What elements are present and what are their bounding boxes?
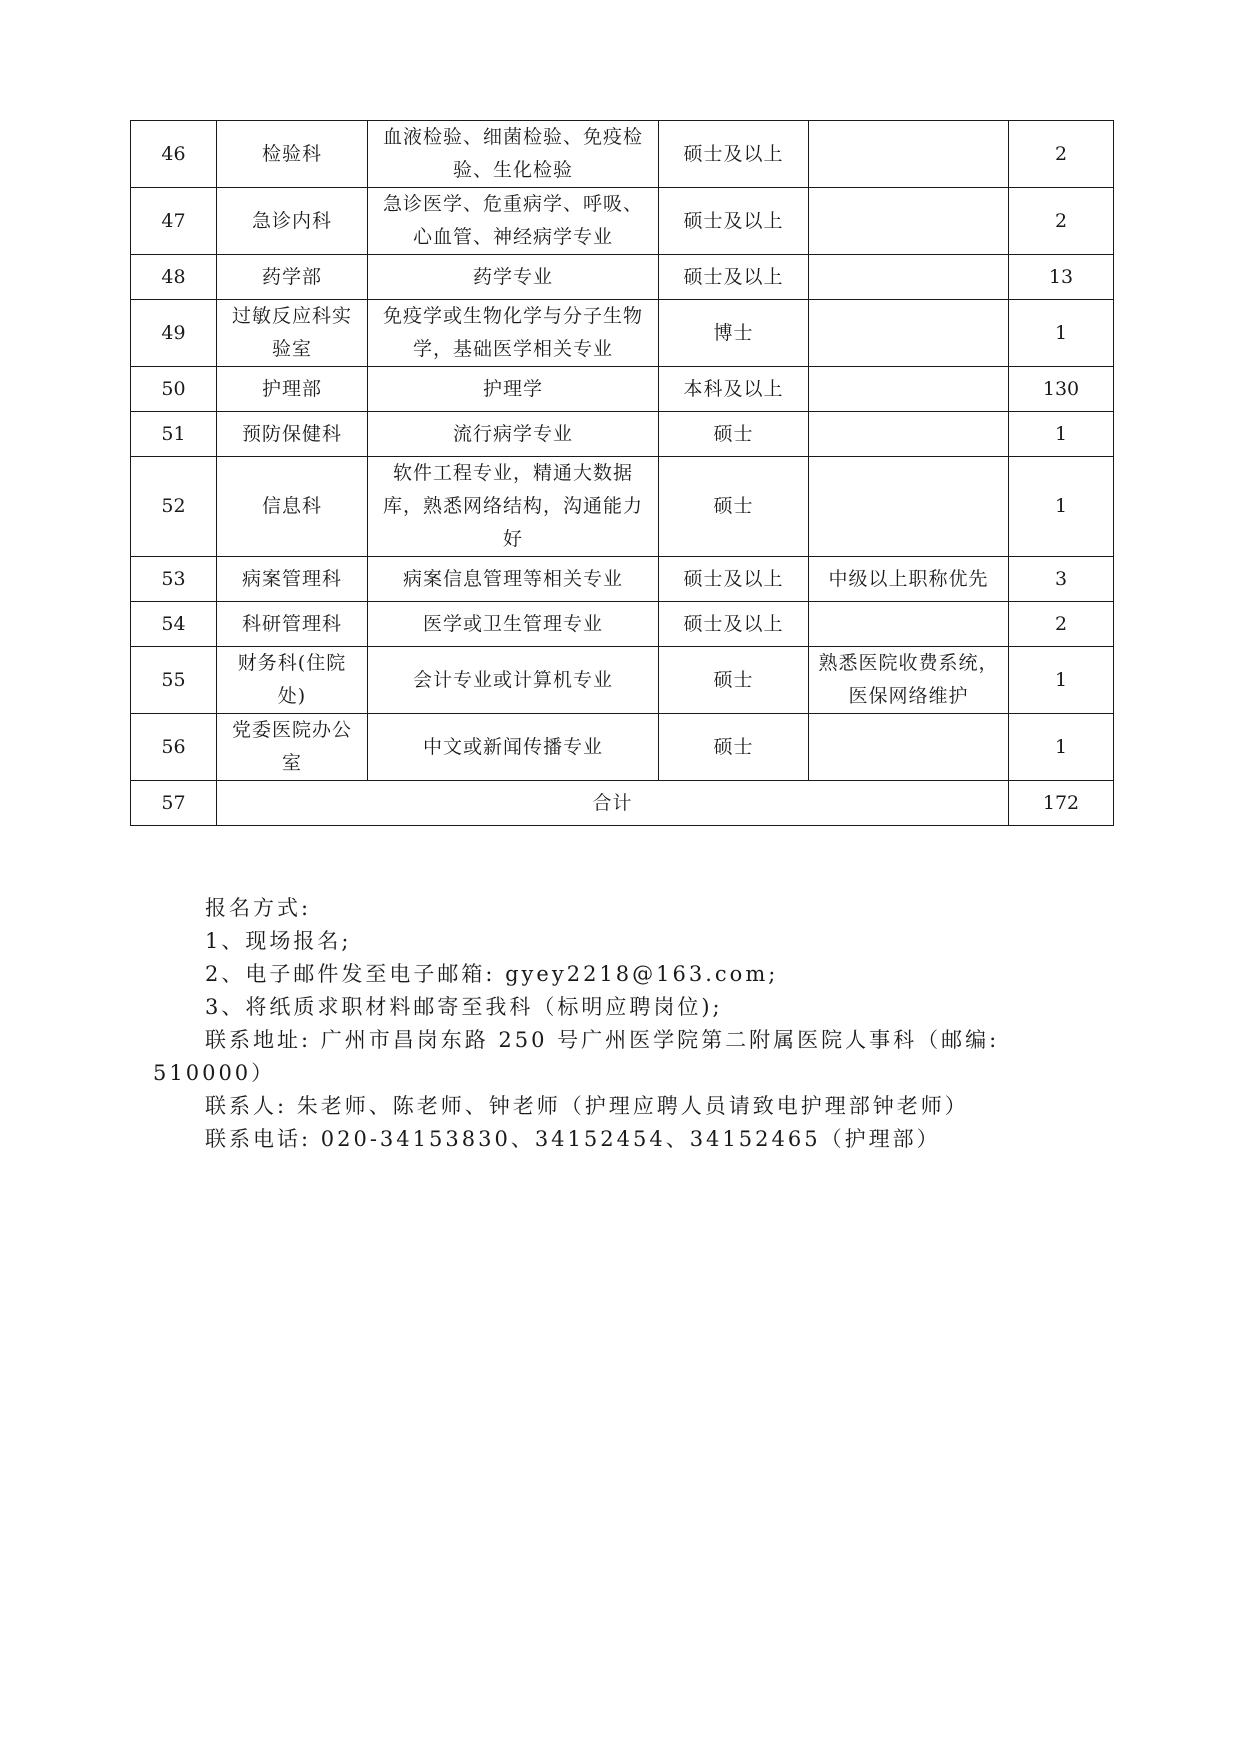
major-cell: 免疫学或生物化学与分子生物学，基础医学相关专业 [368, 300, 659, 367]
degree-cell: 硕士 [659, 412, 809, 457]
count-cell: 130 [1009, 367, 1114, 412]
degree-cell: 硕士 [659, 457, 809, 557]
count-cell: 2 [1009, 121, 1114, 188]
count-cell: 2 [1009, 188, 1114, 255]
row-number: 50 [131, 367, 217, 412]
note-cell [809, 255, 1009, 300]
row-number: 52 [131, 457, 217, 557]
application-heading: 报名方式: [205, 896, 312, 920]
total-count: 172 [1009, 781, 1114, 826]
application-method-3: 3、将纸质求职材料邮寄至我科（标明应聘岗位); [205, 995, 723, 1019]
contact-persons: 联系人: 朱老师、陈老师、钟老师（护理应聘人员请致电护理部钟老师） [205, 1094, 969, 1118]
note-cell [809, 714, 1009, 781]
table-row [131, 602, 1114, 647]
major-cell: 病案信息管理等相关专业 [368, 557, 659, 602]
total-row [131, 781, 1114, 826]
row-number: 53 [131, 557, 217, 602]
major-cell: 药学专业 [368, 255, 659, 300]
contact-address: 联系地址: 广州市昌岗东路 250 号广州医学院第二附属医院人事科（邮编: 510000） [153, 1028, 1000, 1085]
note-cell: 中级以上职称优先 [809, 557, 1009, 602]
degree-cell: 硕士 [659, 714, 809, 781]
major-cell: 软件工程专业，精通大数据库，熟悉网络结构，沟通能力好 [368, 457, 659, 557]
table-row [131, 647, 1114, 714]
table-row [131, 121, 1114, 188]
department-cell: 急诊内科 [217, 188, 368, 255]
count-cell: 13 [1009, 255, 1114, 300]
note-cell [809, 188, 1009, 255]
department-cell: 科研管理科 [217, 602, 368, 647]
recruitment-table [130, 120, 1114, 826]
table-row [131, 557, 1114, 602]
degree-cell: 硕士及以上 [659, 602, 809, 647]
department-cell: 过敏反应科实验室 [217, 300, 368, 367]
note-cell [809, 412, 1009, 457]
department-cell: 信息科 [217, 457, 368, 557]
department-cell: 预防保健科 [217, 412, 368, 457]
department-cell: 财务科(住院处) [217, 647, 368, 714]
note-cell [809, 457, 1009, 557]
row-number: 55 [131, 647, 217, 714]
count-cell: 3 [1009, 557, 1114, 602]
application-method-2: 2、电子邮件发至电子邮箱: gyey2218@163.com; [205, 962, 779, 986]
major-cell: 中文或新闻传播专业 [368, 714, 659, 781]
major-cell: 流行病学专业 [368, 412, 659, 457]
table-row [131, 457, 1114, 557]
note-cell [809, 300, 1009, 367]
row-number: 56 [131, 714, 217, 781]
row-number: 54 [131, 602, 217, 647]
table-row [131, 714, 1114, 781]
table-row [131, 367, 1114, 412]
degree-cell: 硕士及以上 [659, 188, 809, 255]
row-number: 49 [131, 300, 217, 367]
count-cell: 1 [1009, 412, 1114, 457]
row-number: 57 [131, 781, 217, 826]
table-row [131, 412, 1114, 457]
major-cell: 血液检验、细菌检验、免疫检验、生化检验 [368, 121, 659, 188]
count-cell: 1 [1009, 300, 1114, 367]
department-cell: 检验科 [217, 121, 368, 188]
degree-cell: 博士 [659, 300, 809, 367]
total-label: 合计 [217, 781, 1009, 826]
note-cell: 熟悉医院收费系统，医保网络维护 [809, 647, 1009, 714]
major-cell: 会计专业或计算机专业 [368, 647, 659, 714]
department-cell: 药学部 [217, 255, 368, 300]
department-cell: 护理部 [217, 367, 368, 412]
row-number: 47 [131, 188, 217, 255]
row-number: 46 [131, 121, 217, 188]
major-cell: 急诊医学、危重病学、呼吸、心血管、神经病学专业 [368, 188, 659, 255]
department-cell: 党委医院办公室 [217, 714, 368, 781]
count-cell: 1 [1009, 457, 1114, 557]
department-cell: 病案管理科 [217, 557, 368, 602]
count-cell: 2 [1009, 602, 1114, 647]
contact-phone: 联系电话: 020-34153830、34152454、34152465（护理部） [205, 1127, 941, 1151]
table-row [131, 188, 1114, 255]
degree-cell: 本科及以上 [659, 367, 809, 412]
degree-cell: 硕士 [659, 647, 809, 714]
recruitment-table-container [130, 120, 1114, 826]
row-number: 51 [131, 412, 217, 457]
major-cell: 护理学 [368, 367, 659, 412]
note-cell [809, 602, 1009, 647]
major-cell: 医学或卫生管理专业 [368, 602, 659, 647]
degree-cell: 硕士及以上 [659, 557, 809, 602]
application-info [153, 892, 1103, 1156]
application-method-1: 1、现场报名; [205, 929, 352, 953]
degree-cell: 硕士及以上 [659, 121, 809, 188]
note-cell [809, 367, 1009, 412]
table-row [131, 300, 1114, 367]
note-cell [809, 121, 1009, 188]
count-cell: 1 [1009, 714, 1114, 781]
row-number: 48 [131, 255, 217, 300]
degree-cell: 硕士及以上 [659, 255, 809, 300]
count-cell: 1 [1009, 647, 1114, 714]
table-row [131, 255, 1114, 300]
